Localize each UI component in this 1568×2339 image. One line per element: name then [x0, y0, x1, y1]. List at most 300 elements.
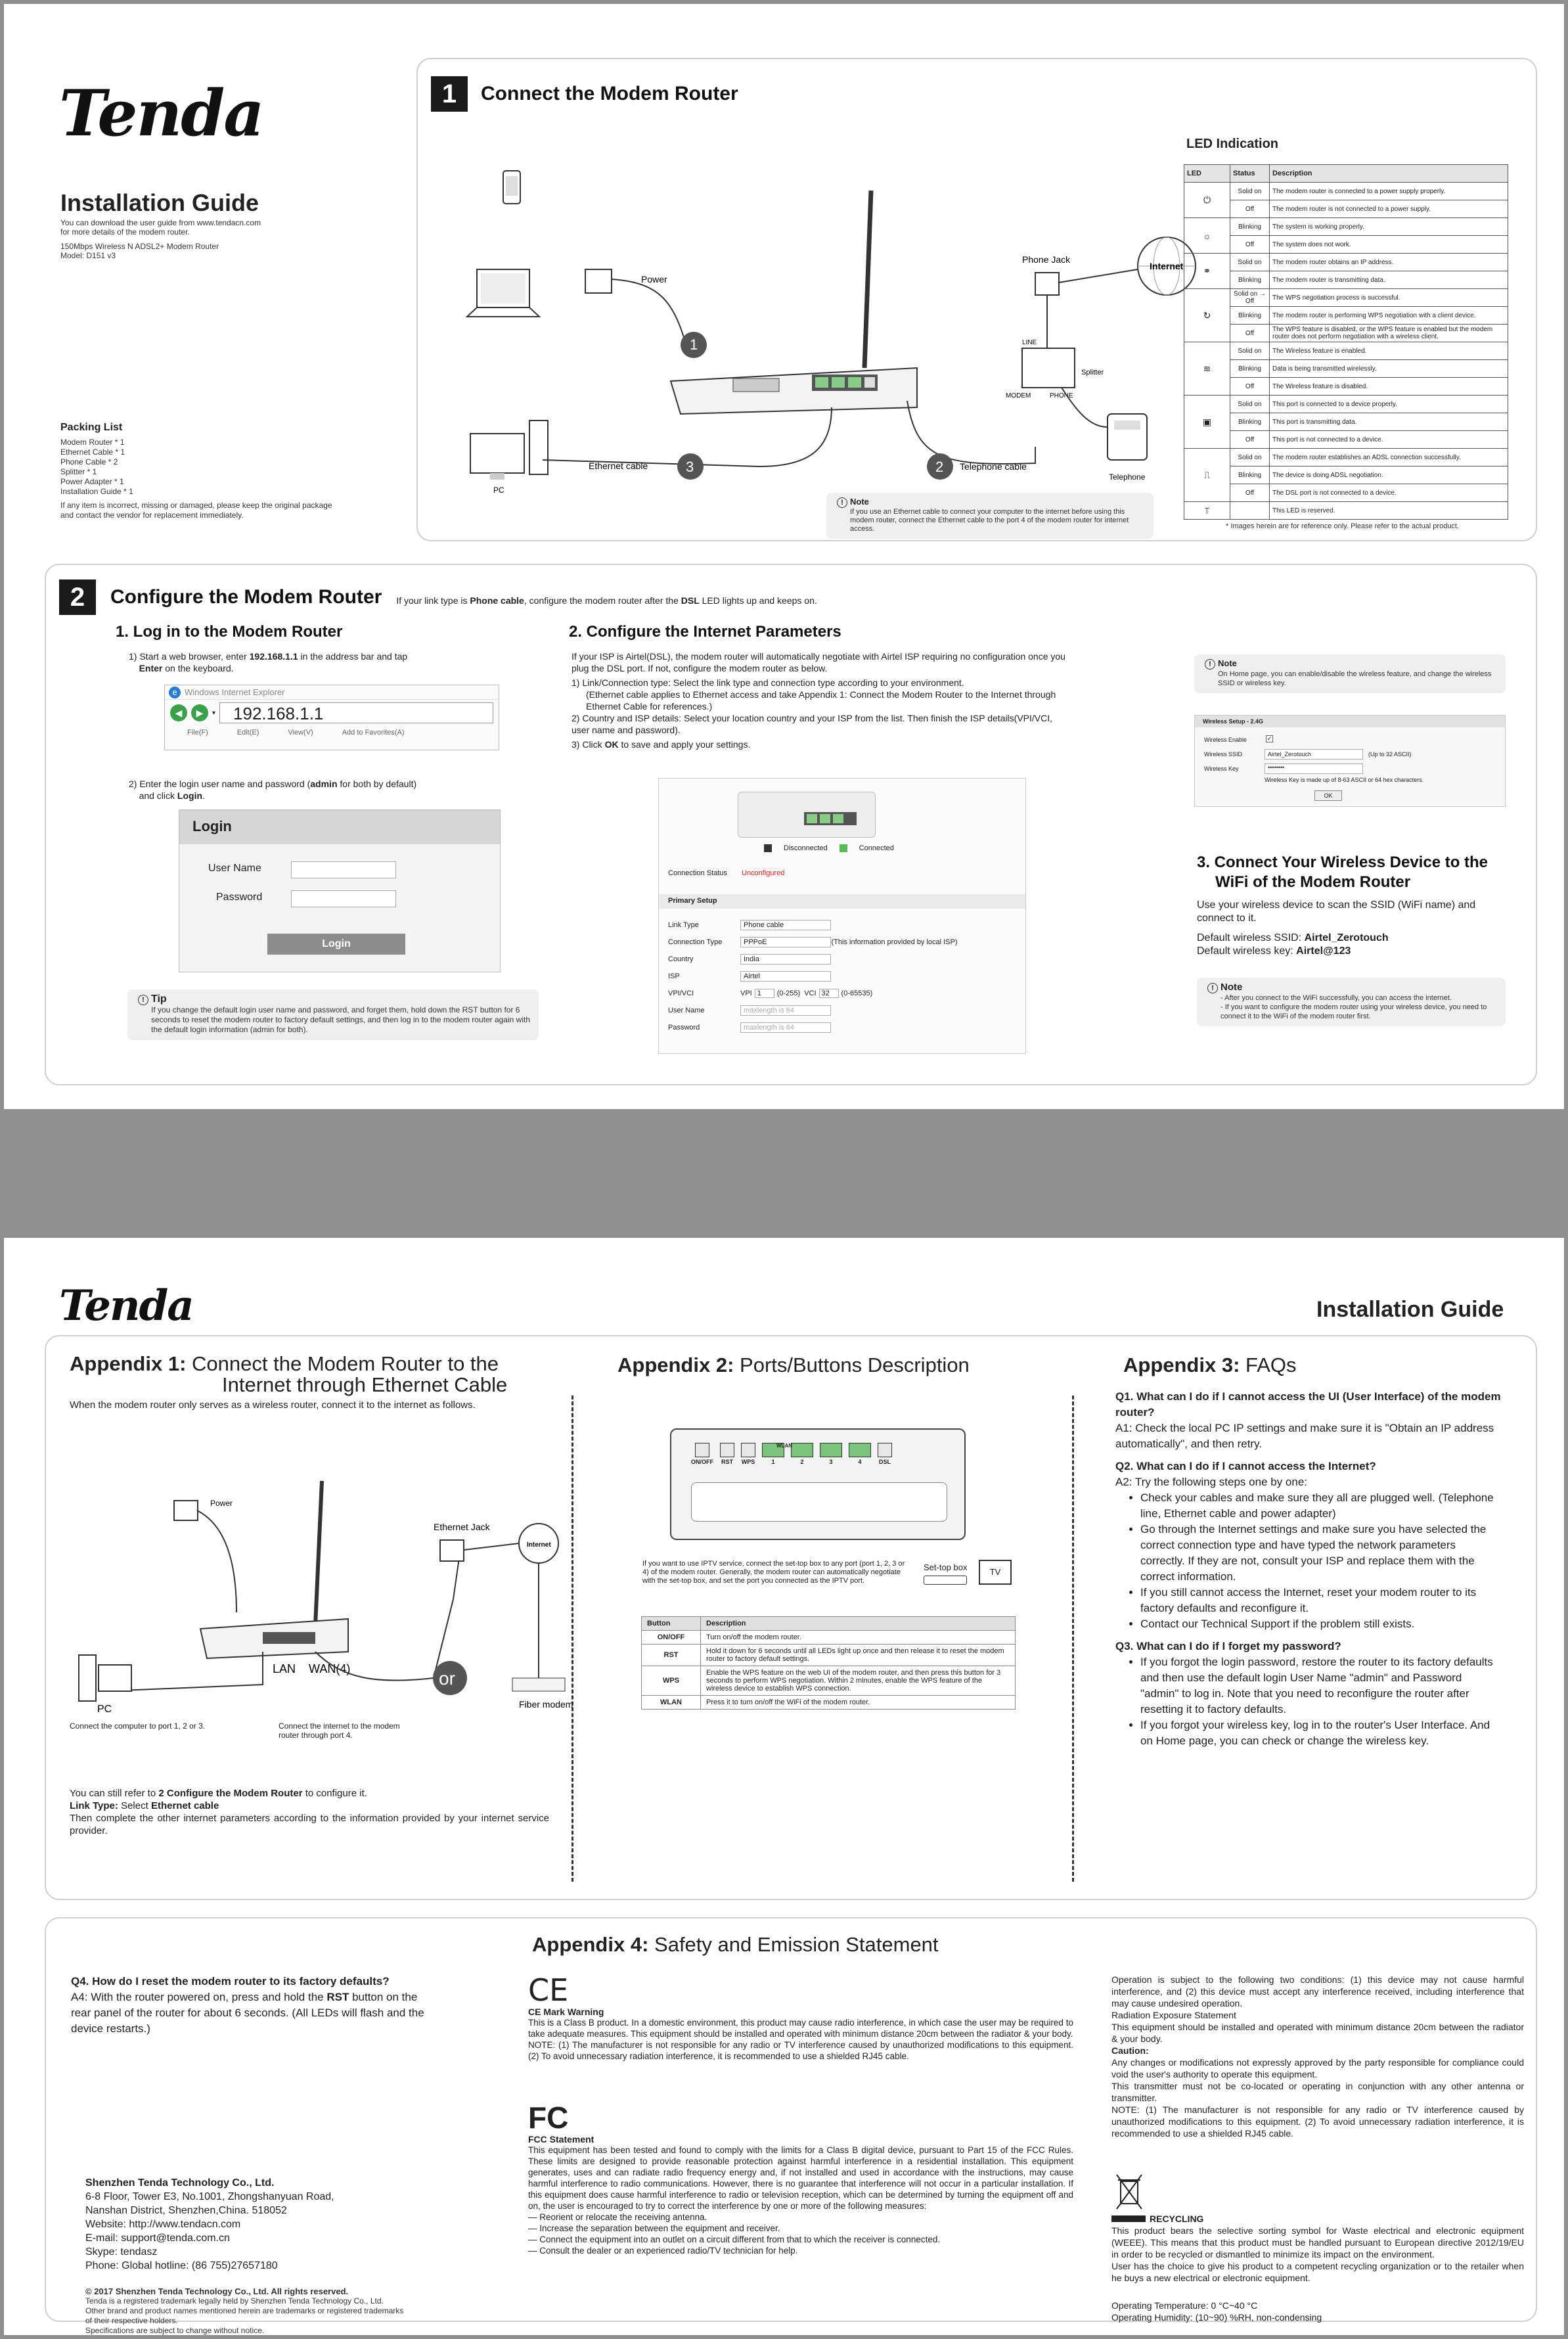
faq-list-item: • If you forgot your wireless key, log in to the router's User Interface. And on Home page, you can check or change the wireless key. — [1140, 1717, 1503, 1749]
recycling-bar — [1111, 2215, 1146, 2222]
divider — [1072, 1396, 1074, 1882]
wifi-connect-text: Use your wireless device to scan the SSID (WiFi name) and connect to it. Default wireless SSID: Airtel_Zerotouch Default wireless key: Airtel@123 — [1197, 899, 1476, 957]
vci-label: VCI — [804, 989, 817, 997]
dsl-port-icon — [878, 1443, 892, 1457]
step-2-title: 2. Configure the Internet Parameters — [569, 623, 841, 641]
port — [878, 1443, 892, 1465]
section-title: Connect the Modem Router — [481, 83, 738, 104]
modem-port-label: MODEM — [1006, 392, 1031, 399]
button-row — [642, 1696, 1016, 1710]
button-row — [642, 1631, 1016, 1645]
port — [791, 1443, 813, 1465]
connection-diagram — [444, 131, 1199, 495]
packing-item: Modem Router * 1 — [60, 438, 125, 447]
led-row — [1184, 183, 1508, 200]
fiber-modem-label: Fiber modem — [519, 1699, 573, 1710]
note-title: Note — [850, 497, 869, 507]
note-text: On Home page, you can enable/disable the wireless feature, and change the wireless SSID or wireless key. — [1218, 670, 1492, 687]
tenda-logo: Tenda — [59, 76, 263, 150]
set-top-box-icon — [924, 1576, 967, 1585]
led-status: Solid on — [1230, 254, 1270, 271]
packing-item: Splitter * 1 — [60, 467, 97, 476]
smartphone-icon — [503, 171, 520, 204]
legal-line: Other brand and product names mentioned herein are trademarks or registered trademarks — [85, 2306, 404, 2315]
port-label: 1 — [771, 1459, 775, 1465]
led-description: This port is connected to a device properly. — [1270, 396, 1508, 413]
port — [820, 1443, 842, 1465]
tip-title: Tip — [151, 993, 167, 1005]
menu-view[interactable]: View(V) — [288, 729, 313, 737]
button-name: WPS — [642, 1666, 701, 1696]
led-description: The modem router is connected to a power supply properly. — [1270, 183, 1508, 200]
faq-list-item: • If you forgot the login password, restore the router to its factory defaults and then use the default login User Name "admin" and Password "admin" to log in. Note that you need to reconfigure the router after resetting it to factory defaults. — [1140, 1654, 1503, 1717]
wireless-note — [1194, 654, 1506, 693]
internet-label: Internet — [527, 1541, 551, 1549]
company-info — [85, 2176, 334, 2273]
wireless-ssid-label: Wireless SSID — [1204, 751, 1243, 758]
legal-line: Tenda is a registered trademark legally held by Shenzhen Tenda Technology Co., Ltd. — [85, 2296, 384, 2305]
fcc-mark-icon: FC — [528, 2101, 569, 2135]
button-row — [642, 1666, 1016, 1696]
pc-tower-icon — [79, 1655, 96, 1701]
internet-config-screen — [658, 778, 1026, 1054]
section-number: 1 — [431, 76, 468, 112]
config-row — [668, 1019, 1023, 1036]
info-icon: ! — [1207, 983, 1218, 993]
step-1-number: 1 — [690, 336, 698, 353]
led-status — [1230, 502, 1270, 520]
antenna — [315, 1481, 322, 1625]
note-box — [826, 493, 1154, 539]
ce-mark-icon: CE — [528, 1972, 569, 2008]
config-label: Country — [668, 955, 694, 963]
led-row — [1184, 236, 1508, 254]
led-status: Off — [1230, 378, 1270, 396]
or-label: or — [439, 1668, 455, 1689]
guide-title: Installation Guide — [1316, 1297, 1504, 1322]
wireless-key-input[interactable]: •••••••• — [1265, 763, 1363, 774]
step-1-instruction: 1) Start a web browser, enter 192.168.1.1 in the address bar and tap Enter on the keyboard. — [129, 651, 408, 673]
fcc-measure: — Connect the equipment into an outlet on a circuit different from that to which the receiver is connected. — [528, 2235, 941, 2244]
appendix-1-heading: Appendix 1: Connect the Modem Router to the Internet through Ethernet Cable — [70, 1352, 508, 1396]
ok-button[interactable]: OK — [1314, 790, 1342, 801]
modem-router-image — [671, 191, 917, 414]
username-input[interactable]: maxlength is 64 — [740, 1005, 831, 1016]
power-label: Power — [210, 1499, 233, 1508]
led-status: Off — [1230, 236, 1270, 254]
faq-q4-block — [71, 1974, 439, 2037]
button-name: WLAN — [642, 1696, 701, 1710]
ie-menu-bar — [165, 726, 499, 739]
power-adapter-icon — [174, 1501, 198, 1520]
tenda-logo: Tenda — [59, 1281, 193, 1330]
led-row — [1184, 289, 1508, 307]
forward-arrow-icon[interactable]: ▶ — [191, 704, 208, 721]
guide-title: Installation Guide — [60, 189, 259, 216]
led-status: Off — [1230, 484, 1270, 502]
login-title: Login — [179, 810, 500, 844]
faq-list-item: • If you still cannot access the Internet, reset your modem router to its factory defaults and reconfigure it. — [1140, 1585, 1503, 1616]
wireless-setup-panel — [1194, 715, 1506, 807]
tip-text: If you change the default login user name and password, and forget them, hold down the RST button for 6 seconds to reset the modem router to factory default settings, and then log in to the modem router again with the default login information (admin for both). — [151, 1005, 530, 1034]
appendix-card-bottom — [45, 1917, 1537, 2335]
packing-item: Power Adapter * 1 — [60, 477, 124, 486]
email-line: E-mail: support@tenda.com.cn — [85, 2233, 230, 2244]
ie-logo-icon: e — [169, 687, 181, 698]
led-row — [1184, 218, 1508, 236]
legal-info — [85, 2286, 403, 2336]
led-row — [1184, 271, 1508, 289]
led-status: Off — [1230, 431, 1270, 449]
led-indication-title: LED Indication — [1186, 137, 1278, 151]
usb-icon: ⫪ — [1184, 502, 1230, 520]
led-description: The modem router establishes an ADSL connection successfully. — [1270, 449, 1508, 466]
wireless-key-label: Wireless Key — [1204, 765, 1239, 772]
faq-a1: A1: Check the local PC IP settings and make sure it is "Obtain an IP address automatically", and then retry. — [1115, 1422, 1494, 1450]
ce-note: NOTE: (1) The manufacturer is not responsible for any radio or TV interference caused by unauthorized modifications to this equipment. (2) To avoid unnecessary radiation interference, it is recommended to use a shielded RJ45 cable. — [528, 2040, 1073, 2061]
power-label: Power — [641, 274, 667, 284]
login-button[interactable]: Login — [267, 934, 405, 955]
buttons-table — [641, 1616, 1016, 1710]
packing-title: Packing List — [60, 422, 123, 433]
internet-params-text: If your ISP is Airtel(DSL), the modem router will automatically negotiate with Airtel ISP requiring no configuration once you plug the DSL port. If not, configure the modem router as below. 1) Link/Connection type: Select the link type and connection type according to your environment. (Ethernet cable applies to Ethernet access and take Appendix 1: Connect the Modem Router to the Internet through Ethernet Cable for references.) 2) Country and ISP details: Select your location country and your ISP from the list. Then finish the ISP details(VPI/VCI, user name and password). 3) Click OK to save and apply your settings. — [571, 651, 1065, 750]
led-status: Blinking — [1230, 271, 1270, 289]
vci-input[interactable]: 32 — [819, 989, 839, 998]
disconnected-icon — [764, 844, 772, 852]
led-status: Blinking — [1230, 466, 1270, 484]
set-top-box-label: Set-top box — [924, 1562, 968, 1572]
phone-jack-icon — [1035, 273, 1059, 295]
menu-file[interactable]: File(F) — [187, 729, 208, 737]
router-thumbnail-image — [738, 792, 876, 838]
led-description: The WPS negotiation process is successful. — [1270, 289, 1508, 307]
led-row — [1184, 502, 1508, 520]
led-status: Solid on → Off — [1230, 289, 1270, 307]
phone-line: Phone: Global hotline: (86 755)27657180 — [85, 2260, 278, 2271]
system-icon: ☼ — [1184, 218, 1230, 254]
pc-icon — [470, 420, 548, 480]
ce-fcc-column — [528, 1974, 1073, 2256]
legal-line: of their respective holders. — [85, 2316, 178, 2325]
led-description: This port is transmitting data. — [1270, 413, 1508, 431]
led-row — [1184, 396, 1508, 413]
wan-label: WAN(4) — [309, 1662, 351, 1675]
led-description: The Wireless feature is disabled. — [1270, 378, 1508, 396]
led-row — [1184, 360, 1508, 378]
operating-humidity: Operating Humidity: (10~90) %RH, non-condensing — [1111, 2312, 1322, 2323]
button-icon — [741, 1443, 755, 1457]
wireless-setup-title: Wireless Setup - 2.4G — [1195, 715, 1505, 727]
vpi-input[interactable]: 1 — [755, 989, 774, 998]
led-row — [1184, 413, 1508, 431]
lan-label: LAN — [273, 1662, 296, 1675]
config-select[interactable]: India — [740, 954, 831, 965]
faq-list-item: • Contact our Technical Support if the problem still exists. — [1140, 1616, 1503, 1632]
led-status: Off — [1230, 200, 1270, 218]
led-status: Blinking — [1230, 413, 1270, 431]
ce-text: This is a Class B product. In a domestic environment, this product may cause radio interference, in which case the user may be required to take adequate measures. This equipment should be installed and operated with minimum distance 20cm between the radiator & your body. — [528, 2018, 1073, 2039]
port-label: 3 — [829, 1459, 833, 1465]
menu-edit[interactable]: Edit(E) — [236, 729, 259, 737]
address-line: 6-8 Floor, Tower E3, No.1001, Zhongshanyuan Road, — [85, 2191, 334, 2202]
button-icon — [720, 1443, 734, 1457]
wireless-key-hint: Wireless Key is made up of 8-63 ASCII or 64 hex characters. — [1265, 777, 1424, 783]
button-icon — [695, 1443, 709, 1457]
wireless-ssid-input[interactable]: Airtel_Zerotouch — [1265, 749, 1363, 760]
guide-subtitle-2: for more details of the modem router. — [60, 227, 190, 237]
port-label: RST — [721, 1459, 733, 1465]
connection-status-label: Connection Status — [668, 869, 727, 877]
faq-a4: A4: With the router powered on, press and hold the RST button on the rear panel of the router for about 6 seconds. (All LEDs will flash and the device restarts.) — [71, 1991, 424, 2035]
button-description: Hold it down for 6 seconds until all LEDs light up once and then release it to reset the modem router to factory default settings. — [701, 1645, 1016, 1666]
packing-note-2: and contact the vendor for replacement immediately. — [60, 511, 244, 520]
fcc-measure: — Reorient or relocate the receiving antenna. — [528, 2212, 707, 2222]
radiation-text: This equipment should be installed and operated with minimum distance 20cm between the radiator & your body. — [1111, 2022, 1524, 2044]
section-title: Configure the Modem Router — [110, 586, 382, 608]
info-icon: ! — [1205, 659, 1215, 670]
radiation-title: Radiation Exposure Statement — [1111, 2010, 1236, 2020]
faq-list — [1115, 1389, 1503, 1749]
config-row — [668, 968, 1023, 985]
model-line-1: 150Mbps Wireless N ADSL2+ Modem Router — [60, 242, 219, 251]
led-description: This port is not connected to a device. — [1270, 431, 1508, 449]
appendix-1-config-text: You can still refer to 2 Configure the Modem Router to configure it. Link Type: Select Ethernet cable Then complete the other internet parameters according to the information provided by your internet service provider. — [70, 1788, 549, 1836]
port-label: ON/OFF — [691, 1459, 713, 1465]
recycling-text-2: User has the choice to give his product to a competent recycling organization or to the retailer when he buys a new electrical or electronic equipment. — [1111, 2261, 1524, 2283]
caution-text: Any changes or modifications not expressly approved by the party responsible for compliance could void the user's authority to operate this equipment. — [1111, 2057, 1524, 2079]
config-label: Link Type — [668, 921, 699, 929]
password-input[interactable] — [291, 890, 396, 907]
company-name: Shenzhen Tenda Technology Co., Ltd. — [85, 2177, 275, 2189]
weee-bin-icon — [1111, 2172, 1147, 2213]
led-description: The system is working properly. — [1270, 218, 1508, 236]
fcc-title: FCC Statement — [528, 2134, 594, 2145]
internet-label: Internet — [1150, 261, 1184, 271]
connected-label: Connected — [859, 844, 894, 852]
back-arrow-icon[interactable]: ◀ — [170, 704, 187, 721]
note-title: Note — [1221, 982, 1243, 993]
wlan-button-label: WLAN — [776, 1443, 792, 1449]
vpi-label: VPI — [740, 989, 752, 997]
config-select[interactable]: Phone cable — [740, 920, 831, 930]
note-line-2: - If you want to configure the modem router using your wireless device, you need to connect it to the WiFi of the modem router first. — [1221, 1003, 1487, 1020]
led-description: The modem router obtains an IP address. — [1270, 254, 1508, 271]
packing-list — [60, 438, 332, 520]
address-bar[interactable]: 192.168.1.1 — [219, 702, 493, 723]
port — [720, 1443, 734, 1465]
appendix-2-heading: Appendix 2: Ports/Buttons Description — [617, 1353, 970, 1376]
packing-item: Phone Cable * 2 — [60, 457, 118, 466]
col-status: Status — [1230, 165, 1270, 183]
button-name: RST — [642, 1645, 701, 1666]
led-status: Solid on — [1230, 396, 1270, 413]
config-label: ISP — [668, 972, 680, 980]
appendix-card-top — [45, 1335, 1537, 1900]
config-row — [668, 934, 1023, 951]
divider — [571, 1396, 573, 1882]
led-description: The modem router is not connected to a power supply. — [1270, 200, 1508, 218]
page-2 — [4, 1238, 1564, 2335]
disconnected-label: Disconnected — [784, 844, 828, 852]
led-status: Blinking — [1230, 360, 1270, 378]
power-icon: ⏻ — [1184, 183, 1230, 218]
guide-subtitle-1: You can download the user guide from www.tendacn.com — [60, 218, 261, 227]
faq-q2: Q2. What can I do if I cannot access the Internet? — [1115, 1460, 1376, 1472]
website-line: Website: http://www.tendacn.com — [85, 2219, 241, 2230]
led-description: Data is being transmitted wirelessly. — [1270, 360, 1508, 378]
led-description: The Wireless feature is enabled. — [1270, 342, 1508, 360]
phone-port-label: PHONE — [1050, 392, 1073, 399]
caption-internet-port: Connect the internet to the modem router through port 4. — [279, 1721, 400, 1740]
pc-monitor-icon — [99, 1665, 131, 1691]
lan-port-icon — [820, 1443, 842, 1457]
port-label: WPS — [741, 1459, 755, 1465]
fcc-measure: — Increase the separation between the equipment and receiver. — [528, 2223, 780, 2233]
wireless-enable-checkbox[interactable]: ✓ — [1266, 735, 1272, 742]
faq-a2-list — [1115, 1490, 1503, 1632]
led-row — [1184, 342, 1508, 360]
faq-q1: Q1. What can I do if I cannot access the UI (User Interface) of the modem router? — [1115, 1390, 1501, 1419]
led-row — [1184, 200, 1508, 218]
fcc-text: This equipment has been tested and found to comply with the limits for a Class B digital device, pursuant to Part 15 of the FCC Rules. These limits are designed to provide reasonable protection against harmful interference in a residential installation. This equipment generates, uses and can radiate radio frequency energy and, if not installed and used in accordance with the instructions, may cause harmful interference to radio communications. However, there is no guarantee that interference will not occur in a particular installation. If this equipment does cause harmful interference to radio or television reception, which can be determined by turning the equipment off and on, the user is encouraged to try to correct the interference by one or more of the following measures: — [528, 2145, 1073, 2211]
col-description: Description — [701, 1617, 1016, 1631]
fiber-modem-icon — [512, 1678, 565, 1691]
step-2-instruction: 2) Enter the login user name and password (admin for both by default) and click Login. — [129, 779, 417, 801]
config-row — [668, 985, 1023, 1002]
config-label: User Name — [668, 1007, 705, 1014]
internet-icon: ⚭ — [1184, 254, 1230, 289]
button-description: Press it to turn on/off the WiFi of the modem router. — [701, 1696, 1016, 1710]
caution-title: Caution: — [1111, 2045, 1149, 2056]
appendix-4-heading: Appendix 4: Safety and Emission Statement — [532, 1933, 939, 1956]
led-description: The DSL port is not connected to a device. — [1270, 484, 1508, 502]
config-label: Password — [668, 1024, 700, 1032]
phone-jack-label: Phone Jack — [1022, 254, 1071, 265]
faq-a3-list — [1115, 1654, 1503, 1749]
led-description: The system does not work. — [1270, 236, 1508, 254]
port — [741, 1443, 755, 1465]
appendix-3-heading: Appendix 3: FAQs — [1123, 1353, 1297, 1376]
username-input[interactable] — [291, 861, 396, 878]
led-row — [1184, 307, 1508, 325]
config-select[interactable]: PPPoE — [740, 937, 831, 947]
led-table — [1184, 164, 1508, 520]
vpi-range: (0-255) — [776, 989, 801, 997]
isp-note: (This information provided by local ISP) — [831, 938, 958, 946]
splitter-label: Splitter — [1081, 369, 1104, 376]
dsl-icon: ⎍ — [1184, 449, 1230, 502]
wifi-icon: ≋ — [1184, 342, 1230, 396]
section-2-card — [45, 564, 1537, 1085]
note-text: If you use an Ethernet cable to connect your computer to the internet before using this modem router, connect the Ethernet cable to the port 4 of the modem router for internet access. — [850, 508, 1129, 533]
port — [691, 1443, 713, 1465]
section-number: 2 — [59, 579, 96, 615]
operation-text: Operation is subject to the following two conditions: (1) this device may not cause harmful interference, and (2) this device must accept any interference received, including interference that may cause undesired operation. — [1111, 1974, 1524, 2009]
col-button: Button — [642, 1617, 701, 1631]
led-description: The modem router is performing WPS negotiation with a client device. — [1270, 307, 1508, 325]
button-description: Turn on/off the modem router. — [701, 1631, 1016, 1645]
caption-pc-ports: Connect the computer to port 1, 2 or 3. — [70, 1721, 206, 1731]
faq-q3: Q3. What can I do if I forget my password? — [1115, 1640, 1341, 1652]
wireless-ssid-hint: (Up to 32 ASCII) — [1368, 751, 1412, 758]
ethernet-diagram — [66, 1428, 573, 1717]
username-label: User Name — [208, 863, 261, 874]
model-line-2: Model: D151 v3 — [60, 251, 116, 260]
info-icon: ! — [138, 995, 148, 1005]
config-label: VPI/VCI — [668, 989, 694, 997]
menu-favorites[interactable]: Add to Favorites(A) — [342, 729, 405, 737]
faq-a2: A2: Try the following steps one by one: — [1115, 1476, 1308, 1488]
led-description: The modem router is transmitting data. — [1270, 271, 1508, 289]
ethernet-jack-label: Ethernet Jack — [434, 1522, 490, 1532]
wps-icon: ↻ — [1184, 289, 1230, 342]
tv-icon: TV — [979, 1560, 1012, 1585]
button-description: Enable the WPS feature on the web UI of the modem router, and then press this button for 3 seconds to perform WPS negotiation. Within 2 minutes, enable the WPS feature of the wireless device to establish WPS connection. — [701, 1666, 1016, 1696]
fcc-measures — [528, 2212, 1073, 2256]
led-row — [1184, 325, 1508, 342]
iptv-text: If you want to use IPTV service, connect the set-top box to any port (port 1, 2, 3 or 4) of the modem router. Generally, the modem router can automatically negotiate with the set-top box, and set the port you connected as the IPTV port. — [642, 1560, 905, 1585]
led-status: Solid on — [1230, 449, 1270, 466]
wireless-enable-label: Wireless Enable — [1204, 737, 1247, 743]
config-row — [668, 951, 1023, 968]
config-row — [668, 1002, 1023, 1019]
operating-temperature: Operating Temperature: 0 °C~40 °C — [1111, 2300, 1258, 2311]
primary-setup-header: Primary Setup — [659, 894, 1025, 909]
regulatory-column — [1111, 1974, 1524, 2323]
tip-box — [127, 989, 539, 1040]
led-row — [1184, 431, 1508, 449]
final-note: NOTE: (1) The manufacturer is not responsible for any radio or TV interference caused by unauthorized modifications to this equipment. (2) To avoid unnecessary radiation interference, it is recommended to use a shielded RJ45 cable. — [1111, 2104, 1524, 2139]
packing-item: Ethernet Cable * 1 — [60, 447, 125, 457]
vci-range: (0-65535) — [841, 989, 873, 997]
lan-port-icon — [791, 1443, 813, 1457]
telephone-icon — [1108, 414, 1147, 460]
button-name: ON/OFF — [642, 1631, 701, 1645]
telephone-cable-label: Telephone cable — [960, 461, 1027, 472]
router-rear-panel-image — [670, 1428, 966, 1540]
password-label: Password — [216, 892, 263, 903]
config-select[interactable]: Airtel — [740, 971, 831, 982]
splitter-icon — [1022, 348, 1075, 388]
ie-title: Windows Internet Explorer — [165, 685, 499, 700]
faq-list-item: • Check your cables and make sure they all are plugged well. (Telephone line, Ethernet cable and power adapter) — [1140, 1490, 1503, 1522]
port-label: 4 — [858, 1459, 862, 1465]
button-row — [642, 1645, 1016, 1666]
config-label: Connection Type — [668, 938, 723, 946]
section-subtitle: If your link type is Phone cable, configure the modem router after the DSL LED lights up and keeps on. — [396, 595, 817, 606]
col-led: LED — [1184, 165, 1230, 183]
password-input[interactable]: maxlength is 64 — [740, 1022, 831, 1033]
led-row — [1184, 449, 1508, 466]
connected-icon — [840, 844, 847, 852]
connection-status-value: Unconfigured — [742, 869, 785, 877]
ie-browser-window — [164, 685, 499, 750]
chevron-down-icon[interactable]: ▾ — [212, 709, 216, 717]
step-2-number: 2 — [935, 459, 944, 475]
led-status: Off — [1230, 325, 1270, 342]
led-row — [1184, 378, 1508, 396]
colocate-text: This transmitter must not be co-located or operating in conjunction with any other antenna or transmitter. — [1111, 2081, 1524, 2103]
skype-line: Skype: tendasz — [85, 2246, 158, 2258]
faq-q4: Q4. How do I reset the modem router to its factory defaults? — [71, 1975, 390, 1987]
led-status: Solid on — [1230, 342, 1270, 360]
packing-item: Installation Guide * 1 — [60, 487, 133, 496]
packing-note-1: If any item is incorrect, missing or damaged, please keep the original package — [60, 501, 332, 510]
led-status: Solid on — [1230, 183, 1270, 200]
led-status: Blinking — [1230, 307, 1270, 325]
copyright: © 2017 Shenzhen Tenda Technology Co., Ltd. All rights reserved. — [85, 2286, 349, 2296]
port-label: 2 — [800, 1459, 804, 1465]
